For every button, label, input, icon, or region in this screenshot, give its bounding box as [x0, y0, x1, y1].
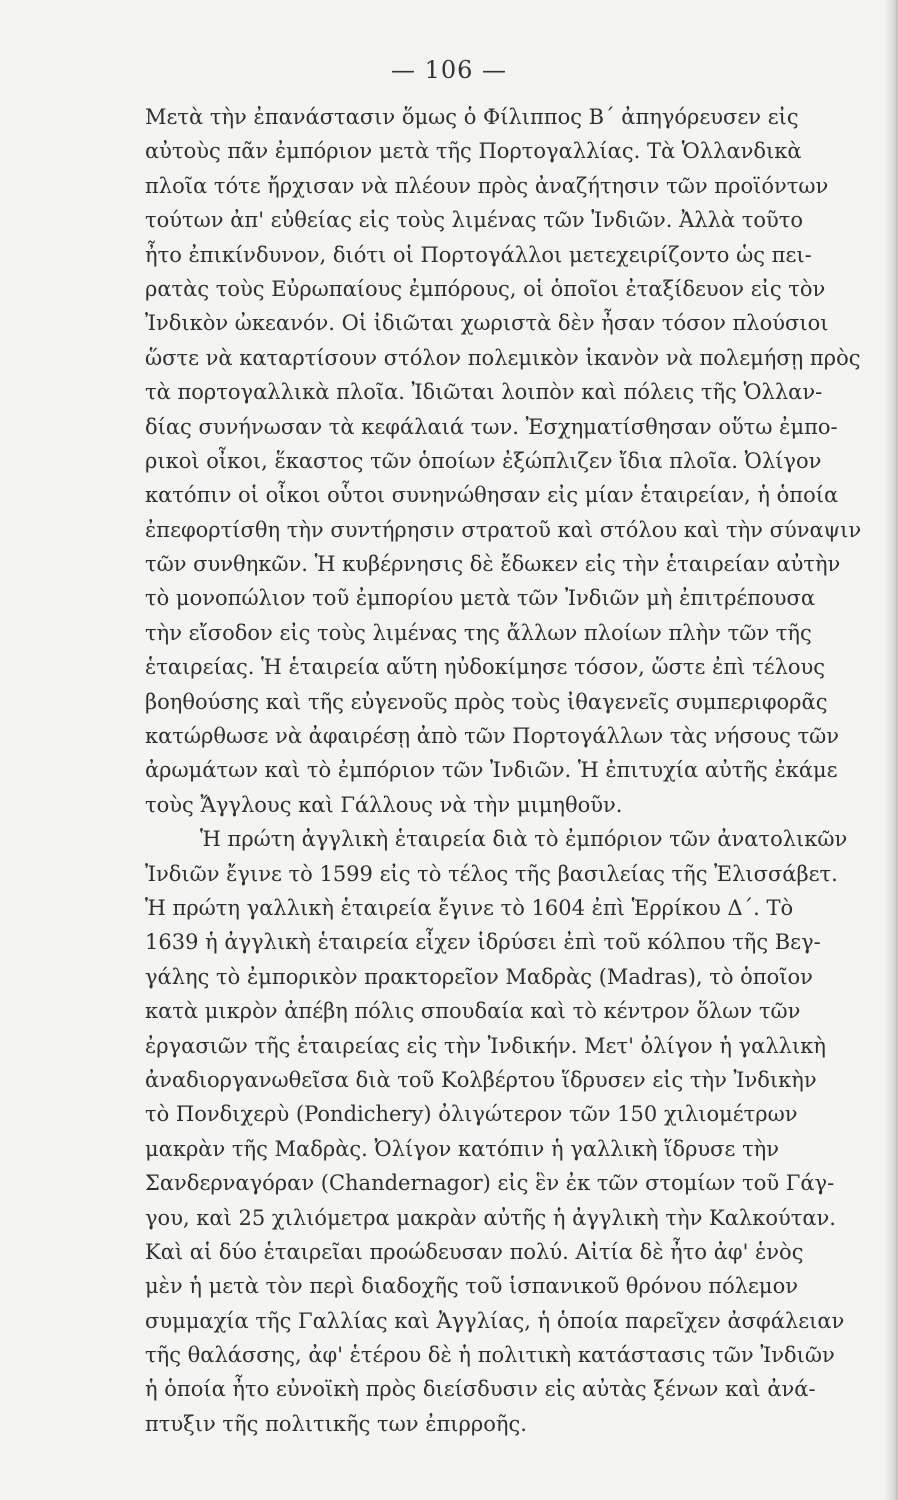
- text-line: τούτων ἀπ' εὐθείας εἰς τοὺς λιμένας τῶν Ἰνδιῶν. Ἀλλὰ τοῦτο: [145, 208, 804, 233]
- text-line: Ἡ πρώτη γαλλικὴ ἑταιρεία ἔγινε τὸ 1604 ἐπὶ Ἑρρίκου Δ΄. Τὸ: [145, 895, 794, 920]
- text-line: ρικοὶ οἶκοι, ἕκαστος τῶν ὁποίων ἐξώπλιζεν ἴδια πλοῖα. Ὀλίγον: [145, 448, 822, 473]
- text-line: Μετὰ τὴν ἐπανάστασιν ὅμως ὁ Φίλιππος Β΄ ἀπηγόρευσεν εἰς: [145, 105, 799, 129]
- text-line: τὸ Πονδιχερὺ (Pondichery) ὀλιγώτερον τῶν 150 χιλιομέτρων: [145, 1102, 798, 1127]
- text-line: Καὶ αἱ δύο ἑταιρεῖαι προώδευσαν πολύ. Αἰτία δὲ ἦτο ἀφ' ἑνὸς: [145, 1239, 804, 1264]
- text-line: Σανδερναγόραν (Chandernagor) εἰς ἓν ἐκ τῶν στομίων τοῦ Γάγ-: [145, 1171, 835, 1196]
- paragraph-first-line: Ἡ πρώτη ἀγγλικὴ ἑταιρεία διὰ τὸ ἐμπόριον τῶν ἀνατολικῶν: [200, 827, 848, 852]
- text-line: Ἰνδιῶν ἔγινε τὸ 1599 εἰς τὸ τέλος τῆς βασιλείας τῆς Ἐλισσάβετ.: [145, 861, 838, 886]
- text-line: γου, καὶ 25 χιλιόμετρα μακρὰν αὐτῆς ἡ ἀγγλικὴ τὴν Καλκούταν.: [145, 1205, 836, 1230]
- text-line: συμμαχία τῆς Γαλλίας καὶ Ἀγγλίας, ἡ ὁποία παρεῖχεν ἀσφάλειαν: [145, 1308, 845, 1333]
- page-edge-shadow: [884, 0, 898, 1500]
- text-line: δίας συνήνωσαν τὰ κεφάλαιά των. Ἐσχηματίσθησαν οὕτω ἐμπο-: [145, 414, 838, 439]
- text-line: ἀρωμάτων καὶ τὸ ἐμπόριον τῶν Ἰνδιῶν. Ἡ ἐπιτυχία αὐτῆς ἐκάμε: [145, 758, 838, 783]
- text-line: ρατὰς τοὺς Εὐρωπαίους ἐμπόρους, οἱ ὁποῖοι ἐταξίδευον εἰς τὸν: [145, 276, 826, 301]
- text-line: ἦτο ἐπικίνδυνον, διότι οἱ Πορτογάλλοι μετεχειρίζοντο ὡς πει-: [145, 242, 812, 267]
- text-line: τῶν συνθηκῶν. Ἡ κυβέρνησις δὲ ἔδωκεν εἰς τὴν ἑταιρείαν αὐτὴν: [145, 552, 841, 577]
- text-line: ἀναδιοργανωθεῖσα διὰ τοῦ Κολβέρτου ἵδρυσεν εἰς τὴν Ἰνδικὴν: [145, 1067, 817, 1092]
- body-text: [145, 100, 880, 1441]
- text-line: ἡ ὁποία ἦτο εὐνοϊκὴ πρὸς διείσδυσιν εἰς αὐτὰς ξένων καὶ ἀνά-: [145, 1377, 816, 1402]
- text-line: αὐτοὺς πᾶν ἐμπόριον μετὰ τῆς Πορτογαλλίας. Τὰ Ὁλλανδικὰ: [145, 139, 802, 164]
- text-line: μακρὰν τῆς Μαδρὰς. Ὀλίγον κατόπιν ἡ γαλλικὴ ἵδρυσε τὴν: [145, 1136, 780, 1161]
- text-line: 1639 ἡ ἀγγλικὴ ἑταιρεία εἶχεν ἱδρύσει ἐπὶ τοῦ κόλπου τῆς Βεγ-: [145, 930, 821, 955]
- text-line: ὥστε νὰ καταρτίσουν στόλον πολεμικὸν ἱκανὸν νὰ πολεμήσῃ πρὸς: [145, 345, 861, 370]
- text-line: κατώρθωσε νὰ ἀφαιρέσῃ ἀπὸ τῶν Πορτογάλλων τὰς νήσους τῶν: [145, 724, 840, 749]
- text-line: κατόπιν οἱ οἶκοι οὗτοι συνηνώθησαν εἰς μίαν ἑταιρείαν, ἡ ὁποία: [145, 483, 839, 508]
- text-line: τὰ πορτογαλλικὰ πλοῖα. Ἰδιῶται λοιπὸν καὶ πόλεις τῆς Ὁλλαν-: [145, 380, 823, 405]
- text-line: γάλης τὸ ἐμπορικὸν πρακτορεῖον Μαδρὰς (Madras), τὸ ὁποῖον: [145, 964, 813, 989]
- text-line: τὴν εἴσοδον εἰς τοὺς λιμένας της ἄλλων πλοίων πλὴν τῶν τῆς: [145, 620, 812, 645]
- text-line: ἐργασιῶν τῆς ἑταιρείας εἰς τὴν Ἰνδικήν. Μετ' ὀλίγον ἡ γαλλικὴ: [145, 1033, 826, 1058]
- text-line: ἑταιρείας. Ἡ ἑταιρεία αὕτη ηὐδοκίμησε τόσον, ὥστε ἐπὶ τέλους: [145, 655, 826, 680]
- text-line: βοηθούσης καὶ τῆς εὐγενοῦς πρὸς τοὺς ἰθαγενεῖς συμπεριφορᾶς: [145, 689, 828, 714]
- text-line: τοὺς Ἄγγλους καὶ Γάλλους νὰ τὴν μιμηθοῦν.: [145, 792, 623, 817]
- text-line: Ἰνδικὸν ὠκεανόν. Οἱ ἰδιῶται χωριστὰ δὲν ἦσαν τόσον πλούσιοι: [145, 311, 829, 336]
- page-number: — 106 —: [390, 56, 508, 84]
- text-line: ἐπεφορτίσθη τὴν συντήρησιν στρατοῦ καὶ στόλου καὶ τὴν σύναψιν: [145, 517, 862, 542]
- text-line: τὸ μονοπώλιον τοῦ ἐμπορίου μετὰ τῶν Ἰνδιῶν μὴ ἐπιτρέπουσα: [145, 586, 816, 611]
- text-line: μὲν ἡ μετὰ τὸν περὶ διαδοχῆς τοῦ ἱσπανικοῦ θρόνου πόλεμον: [145, 1274, 798, 1299]
- text-line: κατὰ μικρὸν ἀπέβη πόλις σπουδαία καὶ τὸ κέντρον ὅλων τῶν: [145, 999, 801, 1024]
- text-line: τῆς θαλάσσης, ἀφ' ἑτέρου δὲ ἡ πολιτικὴ κατάστασις τῶν Ἰνδιῶν: [145, 1343, 835, 1368]
- text-line: πτυξιν τῆς πολιτικῆς των ἐπιρροῆς.: [145, 1411, 527, 1436]
- text-line: πλοῖα τότε ἤρχισαν νὰ πλέουν πρὸς ἀναζήτησιν τῶν προϊόντων: [145, 173, 829, 198]
